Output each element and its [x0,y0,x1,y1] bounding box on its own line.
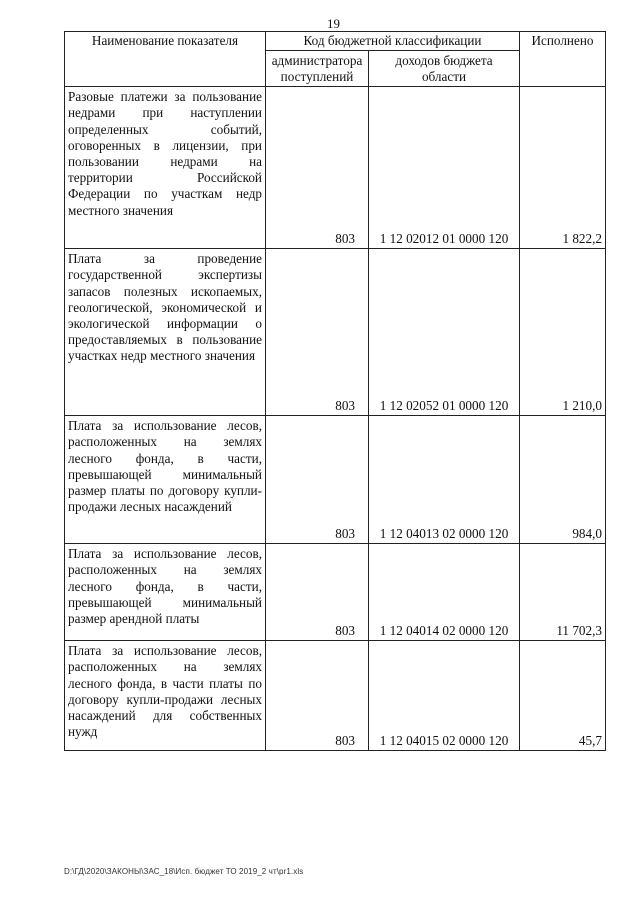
row-value: 45,7 [520,641,606,751]
table-row [65,87,606,249]
row-value: 1 210,0 [520,249,606,416]
row-admin-code: 803 [266,641,369,751]
row-name: Плата за использование лесов, расположенных на землях лесного фонда, в части, превышающей минимальный размер арендной платы [65,544,266,641]
row-admin-code: 803 [266,416,369,544]
row-admin-code: 803 [266,544,369,641]
table-row [65,544,606,641]
row-name: Плата за проведение государственной экспертизы запасов полезных ископаемых, геологической, экономической и экологической информации о предоставляемых в пользование участках недр местного значения [65,249,266,416]
table-row [65,416,606,544]
row-revenue-code: 1 12 04014 02 0000 120 [369,544,520,641]
header-name: Наименование показателя [65,32,266,87]
row-revenue-code: 1 12 02052 01 0000 120 [369,249,520,416]
header-revenue: доходов бюджета области [369,51,520,87]
row-name: Плата за использование лесов, расположенных на землях лесного фонда, в части платы по договору купли-продажи лесных насаждений для собственных нужд [65,641,266,751]
row-name: Разовые платежи за пользование недрами при наступлении определенных событий, оговоренных в лицензии, при пользовании недрами на территории Российской Федерации по участкам недр местного значения [65,87,266,249]
row-value: 1 822,2 [520,87,606,249]
row-name: Плата за использование лесов, расположенных на землях лесного фонда, в части, превышающей минимальный размер платы по договору купли-продажи лесных насаждений [65,416,266,544]
header-executed: Исполнено [520,32,606,87]
row-revenue-code: 1 12 02012 01 0000 120 [369,87,520,249]
row-revenue-code: 1 12 04013 02 0000 120 [369,416,520,544]
budget-table [64,31,606,751]
row-revenue-code: 1 12 04015 02 0000 120 [369,641,520,751]
row-admin-code: 803 [266,87,369,249]
page-number: 19 [327,16,340,31]
header-code-group: Код бюджетной классификации [266,32,520,51]
row-value: 984,0 [520,416,606,544]
row-admin-code: 803 [266,249,369,416]
table-row [65,249,606,416]
header-admin: администратора поступлений [266,51,369,87]
table-row [65,641,606,751]
row-value: 11 702,3 [520,544,606,641]
file-path-footer: D:\ГД\2020\ЗАКОНЫ\ЗАС_18\Исп. бюджет ТО 2019_2 чт\pr1.xls [64,867,304,876]
